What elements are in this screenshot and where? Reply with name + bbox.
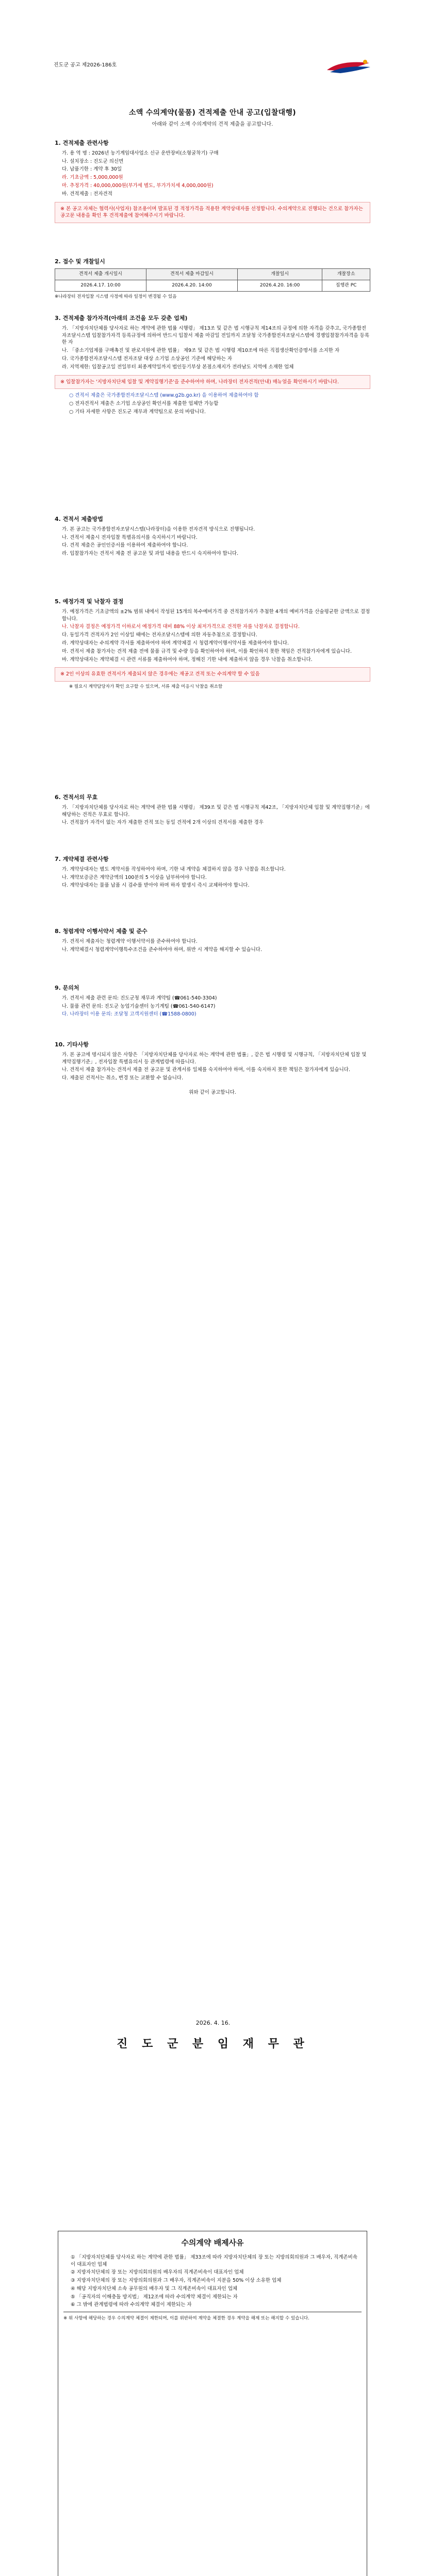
notice-subtitle: 아래와 같이 소액 수의계약의 견적 제출을 공고합니다. [152,122,273,127]
notice-number: 진도군 공고 제2026-186호 [54,62,117,68]
section-2-heading: 2. 접수 및 개찰일시 [55,258,105,265]
section-7-text: 다. 계약상대자는 물품 납품 시 검수를 받아야 하며 하자 발생시 즉시 교체하여야 합니다. [62,883,250,889]
exclusion-item: ② 지방자치단체의 장 또는 지방의회의원의 배우자의 직계존비속이 대표자인 업체 [71,2269,244,2276]
section-4-text: 라. 입찰참가자는 견적서 제출 전 공고문 및 과업 내용을 반드시 숙지하여야 합니다. [62,551,239,557]
exclusion-title: 수의계약 배제사유 [181,2238,244,2247]
schedule-cell: 2026.4.20. 14:00 [146,280,237,291]
section-3-text: 라. 지역제한: 입찰공고일 전일부터 최종계약일까지 법인등기부상 본점소재지가 전라남도 지역에 소재한 업체 [62,364,294,370]
section-3-heading: 3. 견적제출 참가자격(아래의 조건을 모두 갖춘 업체) [55,315,188,321]
notice-date: 2026. 4. 16. [195,2020,231,2026]
issuer-signature: 진 도 군 분 임 재 무 관 [117,2038,309,2050]
section-1-item: 다. 납품기한 : 계약 후 30일 [62,166,122,173]
section-5-text: 라. 계약상대자는 수의계약 각서를 제출하여야 하며 계약체결 시 청렴계약이행서약서를 제출하여야 합니다. [62,640,289,646]
schedule-header: 견적서 제출 개시일시 [55,268,146,280]
section-1 [55,139,370,223]
section-5 [55,598,370,691]
section-4 [55,515,370,558]
schedule-cell: 2026.4.20. 16:00 [237,280,322,291]
notice-page-1 [48,62,376,1185]
section-1-highlight: ※ 본 공고 자체는 협력사(사업자) 참조용이며 발표된 경 적정가격을 적용한 계약상대자를 선정합니다. 수의계약으로 진행되는 건으로 참가자는 공고문 내용을 확인 후 견적제출에 참여해주시기 바랍니다. [55,202,370,224]
section-10-text: 다. 제출된 견적서는 취소, 변경 또는 교환할 수 없습니다. [62,1075,184,1081]
section-9-item: 가. 견적서 제출 관련 문의: 진도군청 재무과 계약팀 (☎061-540-3304) [62,995,217,1001]
section-5-text: 마. 견적서 제출 참가자는 견적 제출 전에 물품 규격 및 수량 등을 확인하여야 하며, 이를 확인하지 못한 책임은 견적참가자에게 있습니다. [62,648,352,654]
exclusion-box [58,2231,367,2576]
schedule-header: 개찰장소 [322,268,370,280]
section-1-heading: 1. 견적제출 관련사항 [55,140,109,146]
section-4-heading: 4. 견적서 제출방법 [55,516,103,522]
section-3-text: 가. 「지방자치단체를 당사자로 하는 계약에 관한 법률 시행령」 제13조 및 같은 법 시행규칙 제14조의 규정에 의한 자격을 갖추고, 국가종합전자조달시스템 입찰참가자격 등록규정에 의하여 반드시 입찰서 제출 마감일 전일까지 조달청 국가종합전자조달시스템에 경쟁입찰참가자격을 등록한 자 [62,325,370,346]
section-1-item: 마. 추정가격 : 40,000,000원(부가세 별도, 부가가치세 4,000,000원) [62,183,214,189]
section-9-item: 나. 물품 관련 문의: 진도군 농업기술센터 농기계팀 (☎061-540-6147) [62,1003,216,1009]
section-5-text: 다. 동일가격 견적자가 2인 이상일 때에는 전자조달시스템에 의한 자동추첨으로 결정합니다. [62,632,257,638]
section-5-text: 나. 낙찰자 결정은 예정가격 이하로서 예정가격 대비 88% 이상 최저가격으로 견적한 자를 낙찰자로 결정합니다. [62,624,300,630]
exclusion-item: ④ 해당 지방자치단체 소속 공무원의 배우자 및 그 직계존비속이 대표자인 업체 [71,2285,238,2292]
section-5-tail: ※ 필요시 계약담당자가 확인 요구할 수 있으며, 서류 제출 미응시 낙찰을 취소함 [69,684,223,690]
schedule-table [55,268,370,292]
section-6-text: 가. 「지방자치단체를 당사자로 하는 계약에 관한 법률 시행령」 제39조 및 같은 법 시행규칙 제42조, 「지방자치단체 입찰 및 계약집행기준」에 해당하는 견적은 무효로 합니다. [62,804,370,818]
section-8-text: 나. 계약체결시 청렴계약이행특수조건을 준수하여야 하며, 위반 시 계약을 해지할 수 있습니다. [62,946,262,953]
section-8 [55,927,370,954]
section-3-bullet: ○ 전자견적서 제출은 소기업 소상공인 확인서를 제출한 업체만 가능함 [69,401,219,407]
section-3 [55,314,370,417]
section-4-text: 다. 견적 제출은 공인인증서를 이용하여 제출하여야 합니다. [62,543,188,549]
exclusion-note: ※ 위 사항에 해당하는 경우 수의계약 체결이 제한되며, 이를 위반하여 계약을 체결한 경우 계약을 해제 또는 해지할 수 있습니다. [63,2316,309,2321]
schedule-cell: 2026.4.17. 10:00 [55,280,146,291]
section-1-item: 가. 용 역 명 : 2026년 농기계임대사업소 신규 운반장비(소형굴착기) 구매 [62,150,219,156]
section-1-item: 라. 기초금액 : 5,000,000원 [62,175,123,181]
section-3-bullet: ○ 견적서 제출은 국가종합전자조달시스템 (www.g2b.go.kr) 을 이용하여 제출하여야 함 [69,393,259,399]
notice-title: 소액 수의계약(물품) 견적제출 안내 공고(입찰대행) [129,109,296,117]
section-10 [55,1041,370,1096]
section-5-highlight: ※ 2인 이상의 유효한 견적서가 제출되지 않은 경우에는 재공고 견적 또는 수의계약 할 수 있음 [55,667,370,682]
section-5-text: 바. 계약상대자는 계약체결 시 관련 서류를 제출하여야 하며, 정해진 기한 내에 제출하지 않을 경우 낙찰을 취소합니다. [62,656,313,663]
section-10-text: 나. 견적서 제출 참가자는 견적서 제출 전 공고문 및 관계서류 일체를 숙지하여야 하며, 이를 숙지하지 못한 책임은 참가자에게 있습니다. [62,1067,350,1073]
jindo-logo-icon [325,58,371,75]
section-4-text: 가. 본 공고는 국가종합전자조달시스템(나라장터)을 이용한 전자견적 방식으로 진행됩니다. [62,526,255,532]
section-5-text: 가. 예정가격은 기초금액의 ±2% 범위 내에서 작성된 15개의 복수예비가격 중 견적참가자가 추첨한 4개의 예비가격을 산술평균한 금액으로 결정합니다. [62,608,370,622]
section-3-text: 나. 「중소기업제품 구매촉진 및 판로지원에 관한 법률」 제9조 및 같은 법 시행령 제10조에 따른 직접생산확인증명서를 소지한 자 [62,348,340,354]
section-10-text: 가. 본 공고에 명시되지 않은 사항은 「지방자치단체를 당사자로 하는 계약에 관한 법률」, 같은 법 시행령 및 시행규칙, 「지방자치단체 입찰 및 계약집행기준」, 전자입찰 특별유의서 등 관계법령에 따릅니다. [62,1052,367,1065]
section-1-item: 나. 설치장소 : 진도군 의신면 [62,158,124,164]
section-4-text: 나. 견적서 제출시 전자입찰 특별유의서를 숙지하시기 바랍니다. [62,534,198,540]
schedule-note: ※나라장터 전자입찰 시스템 사정에 따라 일정이 변경될 수 있음 [55,294,177,300]
exclusion-item: ⑤ 「공직자의 이해충돌 방지법」 제12조에 따라 수의계약 체결이 제한되는 자 [71,2294,238,2300]
exclusion-item: ⑥ 그 밖에 관계법령에 따라 수의계약 체결이 제한되는 자 [71,2302,192,2308]
section-10-heading: 10. 기타사항 [55,1041,89,1048]
exclusion-box-page [48,2231,376,2576]
section-7-text: 나. 계약보증금은 계약금액의 100분의 5 이상을 납부하여야 합니다. [62,874,207,880]
section-7-text: 가. 계약상대자는 별도 계약서를 작성하여야 하며, 기한 내 계약을 체결하지 않을 경우 낙찰을 취소합니다. [62,866,286,872]
exclusion-item: ① 「지방자치단체를 당사자로 하는 계약에 관한 법률」 제33조에 따라 지방자치단체의 장 또는 지방의회의원과 그 배우자, 직계존비속이 대표자인 업체 [71,2254,357,2267]
schedule-header: 개찰일시 [237,268,322,280]
section-9 [55,984,370,1019]
section-9-heading: 9. 문의처 [55,985,79,991]
schedule-cell: 집행관 PC [322,280,370,291]
exclusion-item: ③ 지방자치단체의 장 또는 지방의회의원과 그 배우자, 직계존비속이 지분을 50% 이상 소유한 업체 [71,2278,282,2284]
section-2 [55,258,370,300]
section-6-text: 나. 견적참가 자격이 없는 자가 제출한 견적 또는 동일 견적에 2개 이상의 견적서를 제출한 경우 [62,820,264,826]
closing-text: 위와 같이 공고합니다. [189,1090,236,1095]
section-6-heading: 6. 견적서의 무효 [55,794,98,801]
section-7-heading: 7. 계약체결 관련사항 [55,856,109,862]
section-5-heading: 5. 예정가격 및 낙찰자 결정 [55,598,124,605]
section-7 [55,855,370,890]
section-6 [55,793,370,827]
schedule-header: 견적서 제출 마감일시 [146,268,237,280]
section-9-item: 다. 나라장터 이용 문의: 조달청 고객지원센터 (☎1588-0800) [62,1011,196,1018]
section-1-item: 바. 견적제출 : 전자견적 [62,191,112,197]
section-3-text: 다. 국가종합전자조달시스템 전자조달 대상 소기업 소상공인 기준에 해당하는 자 [62,356,233,362]
section-3-bullet: ○ 기타 자세한 사항은 진도군 재무과 계약팀으로 문의 바랍니다. [69,409,206,415]
section-8-text: 가. 견적서 제출자는 청렴계약 이행서약서를 준수하여야 합니다. [62,938,198,944]
section-3-highlight: ※ 입찰참가자는 '지방자치단체 입찰 및 계약집행기준'을 준수하여야 하며, 나라장터 전자견적(안내) 매뉴얼을 확인하시기 바랍니다. [55,375,370,389]
section-8-heading: 8. 청렴계약 이행서약서 제출 및 준수 [55,928,148,935]
